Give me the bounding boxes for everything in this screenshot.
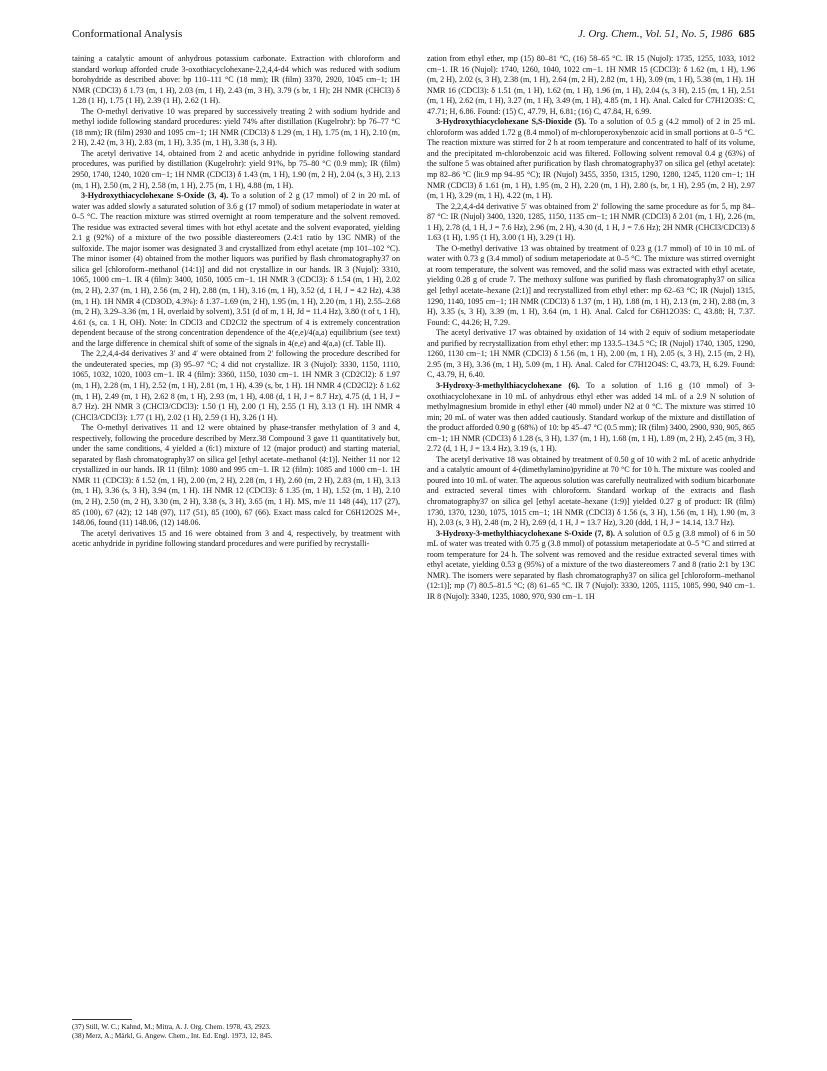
section-heading: 3-Hydroxy-3-methylthiacyclohexane S-Oxide (7, 8).: [436, 528, 615, 538]
paragraph-body: To a solution of 2 g (17 mmol) of 2 in 20 mL of water was added slowly a saturated solution of 3.6 g (17 mmol) of sodium metaperiodate in water at 0–5 °C. The reaction mixture was stirred overnight at room temperature and the solvent removed. The residue was extracted several times with hot ethyl acetate and the solvent evaporated, yielding 2.1 g (92%) of a mixture of the two possible diastereomers (2.4:1 ratio by 13C NMR) of the sulfoxide. The major isomer was designated 3 and crystallized from ethyl acetate (mp 101–102 °C). The minor isomer (4) obtained from the mother liquors was purified by flash chromatography37 on silica gel [chloroform–methanol (14:1)] and did not crystallize in our hands. IR 3 (Nujol): 3310, 1065, 1000 cm−1. IR 4 (film): 3400, 1050, 1005 cm−1. 1H NMR 3 (CDCl3): δ 1.54 (m, 1 H), 2.02 (m, 2 H), 2.37 (m, 1 H), 2.56 (m, 2 H), 2.88 (m, 1 H), 3.16 (m, 1 H), 3.52 (d, 1 H, J = 4.2 Hz), 4.38 (m, 1 H). 1H NMR 4 (CD3OD, 4.3%): δ 1.37–1.69 (m, 2 H), 1.95 (m, 1 H), 2.20 (m, 1 H), 2.55–2.68 (m, 2 H), 3.29–3.36 (m, 1 H, overlaid by solvent), 3.51 (d of m, 1 H, Jd = 11.4 Hz), 3.80 (t of t, 1 H), 4.61 (s, ca. 1 H, OH). Note: In CDCl3 and CD2Cl2 the spectrum of 4 is extremely concentration dependent because of the strong concentration dependence of the 4(e,e)/4(a,a) equilibrium (see text) and the large difference in chemical shift of some of the signals in 4(e,e) and 4(a,a) (cf. Table II).: [72, 191, 400, 348]
footnote: (37) Still, W. C.; Kahnd, M.; Mitra, A. J. Org. Chem. 1978, 43, 2923.: [72, 1023, 271, 1031]
paragraph: [427, 381, 755, 455]
section-title: Conformational Analysis: [72, 28, 183, 40]
paragraph: The 2,2,4,4-d4 derivative 5′ was obtained from 2′ following the same procedure as for 5, mp 84–87 °C: IR (Nujol) 3400, 1320, 1285, 1150, 1135 cm−1; 1H NMR (CDCl3) δ 2.01 (m, 1 H), 2.26 (m, 1 H), 2.78 (d, 1 H, J = 7.6 Hz), 2.96 (m, 2 H), 4.30 (d, 1 H, J = 7.6 Hz); 2H NMR (CHCl3/CDCl3) δ 1.63 (1 H), 1.95 (1 H), 3.00 (1 H), 3.29 (1 H).: [427, 201, 755, 243]
footnotes: [72, 1019, 400, 1041]
paragraph: [72, 191, 400, 349]
footnote-rule: [72, 1019, 132, 1020]
journal-name: J. Org. Chem., Vol. 51, No. 5, 1986: [577, 28, 733, 40]
paragraph-body: A solution of 0.5 g (3.8 mmol) of 6 in 50 mL of water was treated with 0.75 g (3.8 mmol) of potassium metaperiodate at 0–5 °C and stirred at room temperature for 24 h. The solvent was removed and the residue extracted several times with ethyl acetate, yielding 0.53 g (95%) of a mixture of the two diastereomers 7 and 8 (ratio 2:1 by 13C NMR). The isomers were separated by flash chromatography37 on silica gel [chloroform–methanol (12:1)]; mp (7) 80.5–81.5 °C; (8) 61–65 °C. IR 7 (Nujol): 3330, 1205, 1115, 1085, 990, 940 cm−1. IR 8 (Nujol): 3340, 1235, 1080, 970, 930 cm−1. 1H: [427, 528, 755, 601]
section-heading: 3-Hydroxythiacyclohexane S-Oxide (3, 4).: [81, 191, 229, 201]
paragraph: The acetyl derivatives 15 and 16 were obtained from 3 and 4, respectively, by treatment with acetic anhydride in pyridine following standard procedures and were purified by recrystalli-: [72, 528, 400, 549]
running-head: [72, 28, 755, 44]
section-heading: 3-Hydroxy-3-methylthiacyclohexane (6).: [436, 380, 580, 390]
paragraph: [427, 529, 755, 603]
paragraph: zation from ethyl ether, mp (15) 80–81 °C, (16) 58–65 °C. IR 15 (Nujol): 1735, 1255, 1033, 1012 cm−1. IR 16 (Nujol): 1740, 1260, 1040, 1022 cm−1. 1H NMR 15 (CDCl3): δ 1.62 (m, 1 H), 1.96 (m, 2 H), 2.02 (s, 3 H), 2.38 (m, 1 H), 2.64 (m, 2 H), 2.82 (m, 1 H), 3.09 (m, 1 H), 5.38 (m, 1 H). 1H NMR 16 (CDCl3): δ 1.51 (m, 1 H), 1.62 (m, 1 H), 1.96 (m, 1 H), 2.04 (s, 3 H), 2.15 (m, 1 H), 2.51 (m, 1 H), 2.62 (m, 1 H), 3.27 (m, 1 H), 3.49 (m, 1 H), 4.85 (m, 1 H). Anal. Calcd for C7H12O3S: C, 47.71; H, 6.86. Found: (15) C, 47.79, H, 6.81; (16) C, 47.84, H, 6.99.: [427, 54, 755, 116]
paragraph: The 2,2,4,4-d4 derivatives 3′ and 4′ were obtained from 2′ following the procedure described for the undeuterated species, mp (3) 95–97 °C; 4 did not crystallize. IR 3 (Nujol): 3330, 1150, 1110, 1065, 1032, 1020, 1003 cm−1. IR 4 (film): 3360, 1150, 1030 cm−1. 1H NMR 3 (CD2Cl2): δ 1.97 (m, 1 H), 2.28 (m, 1 H), 2.52 (m, 1 H), 2.81 (m, 1 H), 4.39 (s, br, 1 H). 1H NMR 4 (CD2Cl2): δ 1.62 (m, 1 H), 2.49 (m, 1 H), 2.62 8 (m, 1 H), 2.93 (m, 1 H), 4.08 (d, 1 H, J = 8.7 Hz), 4.75 (d, 1 H, J = 8.7 Hz). 2H NMR 3 (CHCl3/CDCl3): 1.50 (1 H), 2.00 (1 H), 2.55 (1 H), 3.13 (1 H). 1H NMR 4 (CHCl3/CDCl3): 1.77 (1 H), 2.02 (1 H), 2.59 (1 H), 3.26 (1 H).: [72, 349, 400, 422]
right-column: [427, 54, 755, 1054]
section-heading: 3-Hydroxythiacyclohexane S,S-Dioxide (5).: [436, 117, 587, 127]
page-number: 685: [738, 28, 755, 40]
paragraph: The acetyl derivative 17 was obtained by oxidation of 14 with 2 equiv of sodium metaperiodate and purified by recrystallization from ethyl ether: mp 133.5–134.5 °C; IR (Nujol) 1740, 1305, 1290, 1260, 1130 cm−1; 1H NMR (CDCl3) δ 1.56 (m, 1 H), 2.00 (m, 1 H), 2.05 (s, 3 H), 2.15 (m, 2 H), 2.95 (m, 3 H), 3.36 (m, 1 H), 5.09 (m, 1 H). Anal. Calcd for C7H12O4S: C, 43.73, H, 6.29. Found: C, 43.79, H, 6.40.: [427, 328, 755, 380]
journal-citation: [578, 28, 755, 40]
paragraph: taining a catalytic amount of anhydrous potassium carbonate. Extraction with chloroform and standard workup afforded crude 3-oxothiacyclohexane-2,2,4,4-d4 which was reduced with sodium borohydride as described above: bp 110–111 °C (18 mm); IR (film) 3370, 2920, 1045 cm−1; 1H NMR (CDCl3) δ 1.73 (m, 1 H), 2.03 (m, 1 H), 2.43 (m, 3 H), 3.79 (s br, 1 H); 2H NMR (CHCl3) δ 1.28 (1 H), 1.75 (1 H), 2.39 (1 H), 2.62 (1 H).: [72, 54, 400, 106]
paragraph: [427, 117, 755, 201]
paragraph: The O-methyl derivative 13 was obtained by treatment of 0.23 g (1.7 mmol) of 10 in 10 mL of water with 0.73 g (3.4 mmol) of sodium metaperiodate at 0–5 °C. The mixture was stirred overnight at room temperature, the solvent was removed, and the solid mass was extracted with ethyl acetate, yielding 0.28 g of crude 7. The methoxy sulfone was purified by flash chromatography37 on silica gel [ethyl acetate–hexane (2:1)] and recrystallized from ethyl ether: mp 62–63 °C; IR (Nujol) 1315, 1290, 1140, 1095 cm−1; 1H NMR (CDCl3) δ 1.37 (m, 1 H), 1.88 (m, 1 H), 2.13 (m, 2 H), 2.88 (m, 3 H), 3.35 (s, 3 H), 3.39 (m, 1 H), 3.64 (m, 1 H). Anal. Calcd for C6H12O3S: C, 43.88; H, 7.37. Found: C, 44.26; H, 7.29.: [427, 243, 755, 327]
paragraph: The O-methyl derivative 10 was prepared by successively treating 2 with sodium hydride and methyl iodide following standard procedures: yield 74% after distillation (Kugelrohr): bp 76–77 °C (18 mm); IR (film) 2930 and 1095 cm−1; 1H NMR (CDCl3) δ 1.29 (m, 1 H), 1.75 (m, 1 H), 2.10 (m, 2 H), 2.42 (m, 3 H), 2.83 (m, 1 H), 3.35 (m, 1 H), 3.38 (s, 3 H).: [72, 106, 400, 148]
paragraph-body: To a solution of 0.5 g (4.2 mmol) of 2 in 25 mL chloroform was added 1.72 g (8.4 mmol) of m-chloroperoxybenzoic acid in small portions at 0–5 °C. The reaction mixture was stirred for 2 h at room temperature and concentrated to half of its volume, and the precipitated m-chlorobenzoic acid was filtered. Following solvent removal 0.4 g (63%) of the sulfone 5 was obtained after purification by flash chromatography37 on silica gel (ethyl acetate): mp 82–86 °C (lit.9 mp 94–95 °C); IR (Nujol) 3455, 3350, 1315, 1290, 1280, 1245, 1120 cm−1; 1H NMR (CDCl3) δ 1.61 (m, 1 H), 1.95 (m, 2 H), 2.20 (m, 1 H), 2.80 (s, br, 1 H), 2.95 (m, 2 H), 2.97 (m, 1 H), 3.29 (m, 1 H), 4.22 (m, 1 H).: [427, 117, 755, 201]
paragraph-body: To a solution of 1.16 g (10 mmol) of 3-oxothiacyclohexane in 10 mL of anhydrous ethyl ether was added 14 mL of a 2.9 N solution of methylmagnesium bromide in ethyl ether (40 mmol) under N2 at 0 °C. The mixture was stirred 10 min; 20 mL of water was then added cautiously. Standard workup of the mixture and distillation of the product afforded 0.90 g (68%) of 10: bp 45–47 °C (0.5 mm); IR (film) 3400, 2900, 930, 905, 865 cm−1; 1H NMR (CDCl3) δ 1.28 (s, 3 H), 1.37 (m, 1 H), 1.68 (m, 1 H), 1.89 (m, 2 H), 2.45 (m, 3 H), 2.72 (d, 1 H, J = 13.4 Hz), 3.19 (s, 1 H).: [427, 380, 755, 454]
paragraph: The O-methyl derivatives 11 and 12 were obtained by phase-transfer methylation of 3 and 4, respectively, following the procedure described by Merz.38 Compound 3 gave 11 quantitatively but, under the same conditions, 4 yielded a (6:1) mixture of 12 (major product) and starting material, separated by flash chromatography37 on silica gel [ethyl acetate–methanol (4:1)]. Neither 11 nor 12 crystallized in our hands. IR 11 (film): 1080 and 995 cm−1. IR 12 (film): 1085 and 1000 cm−1. 1H NMR 11 (CDCl3): δ 1.52 (m, 1 H), 2.00 (m, 2 H), 2.28 (m, 1 H), 2.60 (m, 2 H), 2.83 (m, 1 H), 3.13 (m, 1 H), 3.36 (s, 3 H), 3.94 (m, 1 H). 1H NMR 12 (CDCl3): δ 1.35 (m, 1 H), 1.52 (m, 1 H), 2.10 (m, 2 H), 2.50 (m, 2 H), 3.30 (m, 2 H), 3.38 (s, 3 H), 3.65 (m, 1 H). MS, m/e 11 148 (44), 117 (27), 85 (100), 67 (42); 12 148 (97), 117 (51), 85 (100), 67 (66). Exact mass calcd for C6H12O2S M+, 148.06, found (11) 148.06, (12) 148.06.: [72, 423, 400, 528]
paragraph: The acetyl derivative 14, obtained from 2 and acetic anhydride in pyridine following standard procedures, was purified by distillation (Kugelrohr): yield 91%, bp 75–80 °C (0.9 mm); IR (film) 2950, 1740, 1240, 1020 cm−1; 1H NMR (CDCl3) δ 1.43 (m, 1 H), 1.90 (m, 2 H), 2.04 (s, 3 H), 2.13 (m, 1 H), 2.50 (m, 2 H), 2.58 (m, 1 H), 2.75 (m, 1 H), 4.88 (m, 1 H).: [72, 148, 400, 190]
left-column: [72, 54, 400, 1054]
footnote: (38) Merz, A.; Märkl, G. Angew. Chem., Int. Ed. Engl. 1973, 12, 845.: [72, 1032, 273, 1041]
paragraph: The acetyl derivative 18 was obtained by treatment of 0.50 g of 10 with 2 mL of acetic anhydride and a catalytic amount of 4-(dimethylamino)pyridine at 70 °C for 10 h. The mixture was cooled and poured into 10 mL of water. The aqueous solution was carefully neutralized with sodium bicarbonate and extracted several times with chloroform. Standard workup of the extracts and flash chromatography37 on silica gel [ethyl acetate–hexane (1:9)] yielded 0.27 g of product: IR (film) 1730, 1370, 1230, 1075, 1015 cm−1; 1H NMR (CDCl3) δ 1.56 (s, 3 H), 1.56 (m, 1 H), 1.90 (m, 3 H), 2.03 (s, 3 H), 2.48 (m, 2 H), 2.69 (d, 1 H, J = 13.7 Hz), 3.20 (ddd, 1 H, J = 14.14, 13.7 Hz).: [427, 454, 755, 528]
